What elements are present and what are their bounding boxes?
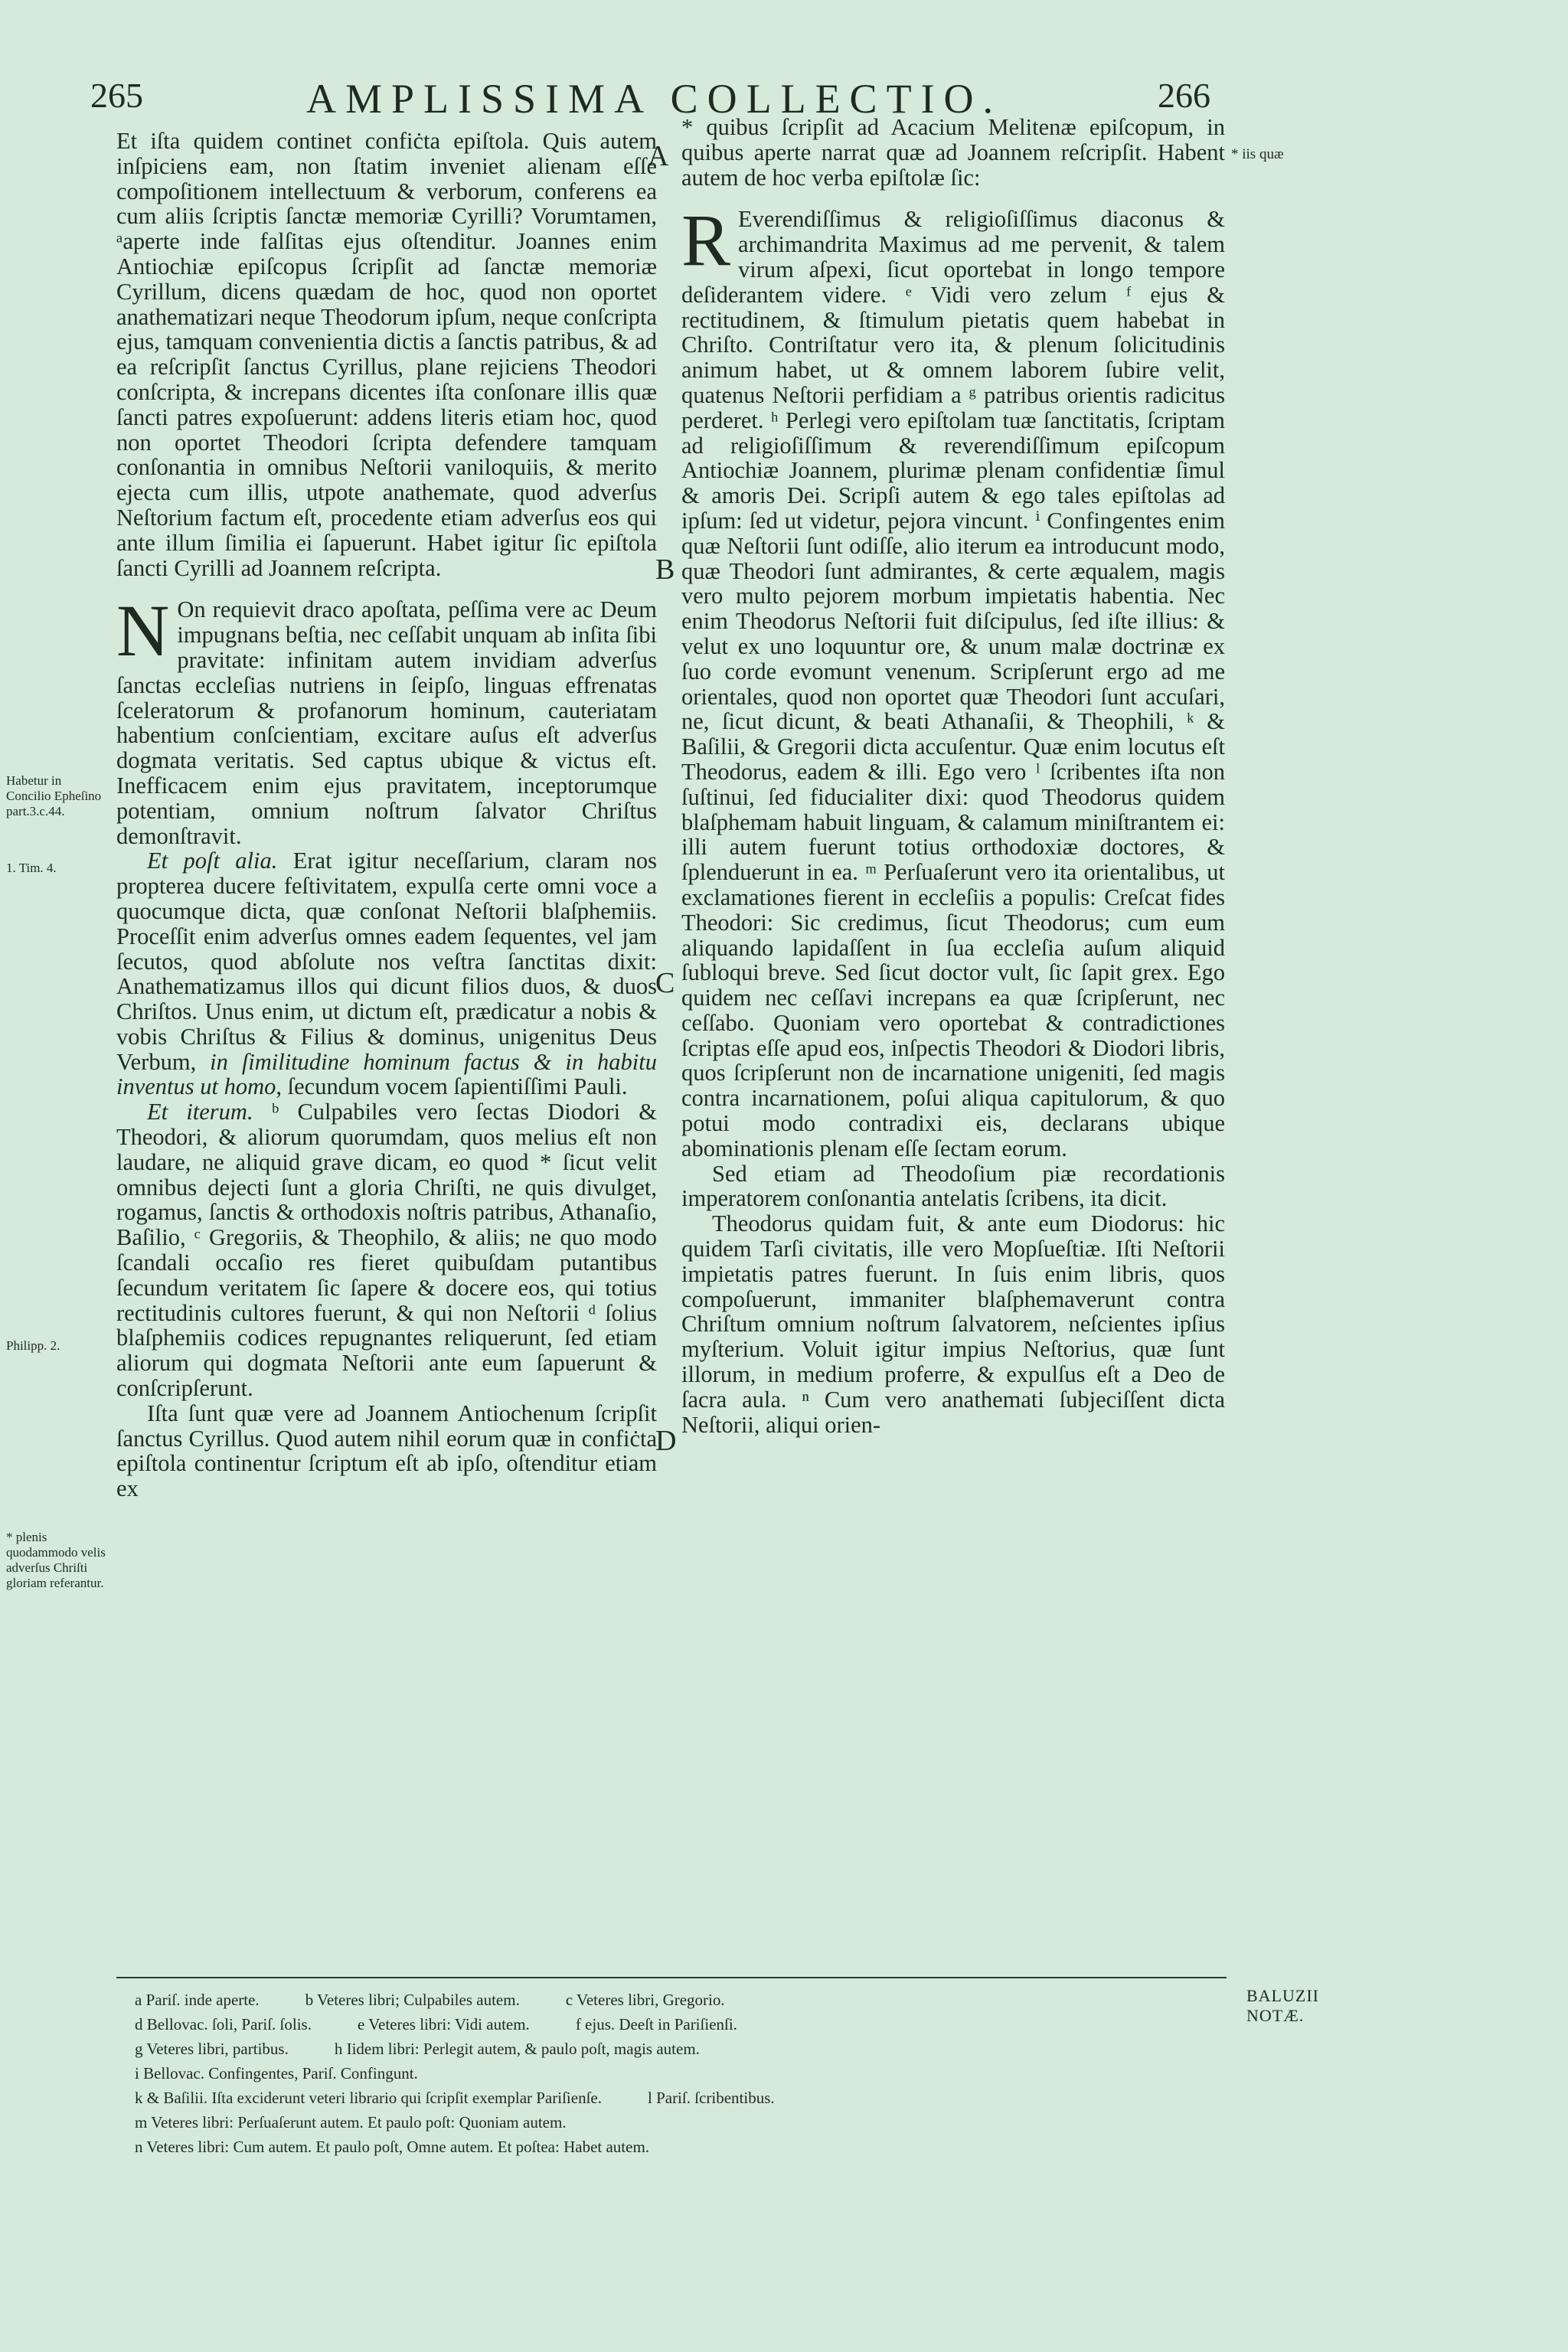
- left-paragraph-4: [116, 1099, 657, 1401]
- baluzii-line-1: BALUZII: [1246, 1986, 1319, 2005]
- left-paragraph-5: Iſta ſunt quæ vere ad Joannem Antiochenum ſcripſit ſanctus Cyrillus. Quod autem nihil eorum quæ in confiċta epiſtola continentur ſcriptum eſt ab ipſo, oſtenditur etiam ex: [116, 1400, 657, 1502]
- sidenote-philippians: Philipp. 2.: [6, 1338, 60, 1353]
- footnote-row: [135, 2110, 1222, 2135]
- section-letter-d: D: [655, 1425, 677, 1457]
- footnote-row: [135, 2086, 1222, 2110]
- footnote-m: m Veteres libri: Perſuaſerunt autem. Et paulo poſt: Quoniam autem.: [135, 2113, 567, 2132]
- dropcap-n: N: [116, 590, 170, 672]
- footnote-h: h Iidem libri: Perlegit autem, & paulo poſt, magis autem.: [334, 2040, 700, 2058]
- sidenote-iis-quae: * iis quæ: [1231, 146, 1284, 162]
- left-paragraph-4-text: ᵇ Culpabiles vero ſectas Diodori & Theodori, & aliorum quorumdam, quos melius eſt non laudare, ne aliquid grave dicam, eo quod * ſicut velit omnibus dejecti ſunt a gloria Chriſti, ne quis divulget, rogamus, ſanctis & orthodoxis noſtris patribus, Athanaſio, Baſilio, ᶜ Gregoriis, & Theophilo, & aliis; ne quo modo ſcandali occaſio res fieret quibuſdam putantibus ſecundum veritatem ſic ſapere & docere eos, qui totius rectitudinis cultores fuerunt, & qui non Neſtorii ᵈ ſolius blaſphemiis codices repugnantes reliquerunt, ſed etiam aliorum qui dogmata Neſtorii ante eum ſapuerunt & conſcripſerunt.: [116, 1099, 657, 1402]
- page-number-left: 265: [90, 76, 143, 115]
- footnote-rule: [116, 1977, 1227, 1978]
- footnote-c: c Veteres libri, Gregorio.: [565, 1991, 725, 2009]
- dropcap-r: R: [681, 199, 731, 282]
- footnote-e: e Veteres libri: Vidi autem.: [357, 2015, 530, 2034]
- left-paragraph-3-italic: Et poſt alia.: [147, 848, 278, 874]
- section-letter-b: B: [655, 554, 675, 586]
- footnote-f: f ejus. Deeſt in Pariſienſi.: [575, 2015, 737, 2034]
- left-paragraph-3: [116, 848, 657, 1099]
- footnote-a: a Pariſ. inde aperte.: [135, 1991, 260, 2009]
- baluzii-notae-label: [1246, 1986, 1319, 2026]
- footnote-n: n Veteres libri: Cum autem. Et paulo poſt, Omne autem. Et poſtea: Habet autem.: [135, 2138, 650, 2156]
- right-paragraph-4: Theodorus quidam fuit, & ante eum Diodorus: hic quidem Tarſi civitatis, ille vero Mopſueſtiæ. Iſti Neſtorii impietatis patres fuerunt. In ſuis enim libris, quos compoſuerunt, immaniter blaſphemaverunt contra Chriſtum omnium noſtrum ſalvatorem, neſcientes ipſius myſterium. Voluit igitur impius Neſtorius, quæ ſunt illorum, in medium proferre, & expulſus eſt a Deo de ſacra aula. ⁿ Cum vero anathemati ſubjeciſſent dicta Neſtorii, aliqui orien-: [681, 1210, 1225, 1438]
- footnote-k: k & Baſilii. Iſta exciderunt veteri librario qui ſcripſit exemplar Pariſienſe.: [135, 2089, 602, 2107]
- sidenote-plenis: * plenis quodammodo velis adverſus Chriſti gloriam referantur.: [6, 1530, 106, 1590]
- footnote-row: [135, 2037, 1222, 2061]
- right-paragraph-2-text: Everendiſſimus & religioſiſſimus diaconus & archimandrita Maximus ad me pervenit, & talem virum aſpexi, ſicut oportebat in longo tempore deſiderantem videre. ᵉ Vidi vero zelum ᶠ ejus & rectitudinem, & ſtimulum pietatis quem habebat in Chriſto. Contriſtatur vero ita, & plenum ſolicitudinis animum habet, ut & omnem laborem ſubire velit, quatenus Neſtorii perfidiam a ᵍ patribus orientis radicitus perderet. ʰ Perlegi vero epiſtolam tuæ ſanctitatis, ſcriptam ad religioſiſſimum & reverendiſſimum epiſcopum Antiochiæ Joannem, plurimæ plenam confidentiæ ſimul & amoris Dei. Scripſi autem & ego tales epiſtolas ad ipſum: ſed ut videtur, pejora vincunt. ⁱ Confingentes enim quæ Neſtorii ſunt odiſſe, alio iterum ea introducunt modo, quæ Theodori ſunt admirantes, & certe æqualem, magis vero multo pejorem morbum impietatis habentia. Nec enim Theodorus Neſtorii fuit diſcipulus, ſed iſte illius: & velut ex uno loquuntur ore, & unum malæ doctrinæ ex ſuo corde evomunt venenum. Scripſerunt ergo ad me orientales, quod non oportet quæ Theodori ſunt accuſari, ne, ſicut dicunt, & beati Athanaſii, & Theophili, ᵏ & Baſilii, & Gregorii dicta accuſentur. Quæ enim locutus eſt Theodorus, eadem & illi. Ego vero ˡ ſcribentes iſta non ſuſtinui, ſed fiducialiter dixi: quod Theodorus quidem blaſphemam habuit linguam, & calamum miniſtrantem ei: illi autem fuerunt totius orthodoxiæ doctores, & ſplenduerunt in ea. ᵐ Perſuaſerunt vero ita orientalibus, ut exclamationes fierent in eccleſiis a populis: Creſcat fides Theodori: Sic credimus, ſicut Theodorus; cum eum aliquando lapidaſſent in ſua eccleſia auſum aliquid ſubloqui breve. Sed ſicut doctor vult, ſic ſapit grex. Ego quidem nec ceſſavi increpans ea quæ ſcripſerunt, nec ceſſabo. Quoniam vero oportebat & contradictiones ſcriptas eſſe apud eos, inſpectis Theodori & Diodori libris, quos ſcripſerunt non de incarnatione unigeniti, ſed magis contra incarnationem, poſui aliqua capitulorum, & quo potui modo contradixi eis, declarans ubique abominationis plenam eſſe ſectam eorum.: [681, 206, 1225, 1161]
- footnote-row: [135, 1988, 1222, 2012]
- left-paragraph-1: Et iſta quidem continet confiċta epiſtola. Quis autem inſpiciens eam, non ſtatim inveniet alienam eſſe compoſitionem intellectuum & verborum, conferens ea cum aliis ſcriptis ſanctæ memoriæ Cyrilli? Vorumtamen, ᵃaperte inde falſitas ejus oſtenditur. Joannes enim Antiochiæ epiſcopus ſcripſit ad ſanctæ memoriæ Cyrillum, dicens quædam de hoc, quod non oportet anathematizari neque Theodorum ipſum, neque conſcripta ejus, tamquam convenientia dictis a ſanctis patribus, & ad ea reſcripſit ſanctus Cyrillus, plane rejiciens Theodori conſcripta, & increpans dicentes iſta conſonare illis quæ ſancti patres expoſuerunt: addens literis etiam hoc, quod non oportet Theodori ſcripta defendere tamquam conſonantia in omnibus Neſtorii vaniloquiis, & merito ejecta cum illis, utpote anathemate, quod adverſus Neſtorium factum eſt, procedente etiam adverſus eos qui ante illum ſimilia ei ſapuerunt. Habet igitur ſic epiſtola ſancti Cyrilli ad Joannem reſcripta.: [116, 129, 657, 581]
- left-paragraph-2-text: On requievit draco apoſtata, peſſima vere ac Deum impugnans beſtia, nec ceſſabit unquam ab inſita ſibi pravitate: infinitam autem invidiam adverſus ſanctas eccleſias nutriens in ſeipſo, linguas effrenatas ſceleratorum & profanorum hominum, cauteriatam habentium conſcientiam, excitare auſus eſt adverſus dogmata veritatis. Sed captus ubique & victus eſt. Inefficacem enim ejus pravitatem, inceptorumque potentiam, omnium noſtrum ſalvator Chriſtus demonſtravit.: [116, 596, 657, 849]
- footnote-row: [135, 2061, 1222, 2086]
- footnote-row: [135, 2012, 1222, 2037]
- left-paragraph-2: [116, 590, 657, 849]
- footnote-g: g Veteres libri, partibus.: [135, 2040, 289, 2058]
- footnote-row: [135, 2135, 1222, 2159]
- section-letter-a: A: [648, 140, 669, 172]
- footnote-b: b Veteres libri; Culpabiles autem.: [305, 1991, 520, 2009]
- right-column: [681, 115, 1225, 1960]
- left-paragraph-3-quote: in ſimilitudine hominum factus & in habitu inventus ut homo: [116, 1048, 657, 1100]
- right-paragraph-3: Sed etiam ad Theodoſium piæ recordationis imperatorem conſonantia antelatis ſcribens, ita dicit.: [681, 1160, 1225, 1212]
- footnote-l: l Pariſ. ſcribentibus.: [647, 2089, 775, 2107]
- right-paragraph-1: * quibus ſcripſit ad Acacium Melitenæ epiſcopum, in quibus aperte narrat quæ ad Joannem reſcripſit. Habent autem de hoc verba epiſtolæ ſic:: [681, 115, 1225, 191]
- baluzii-line-2: NOTÆ.: [1246, 2006, 1305, 2025]
- footnote-d: d Bellovac. ſoli, Pariſ. ſolis.: [135, 2015, 312, 2034]
- section-letter-c: C: [655, 967, 675, 999]
- sidenote-concilio: Habetur in Concilio Epheſino part.3.c.44.: [6, 773, 102, 818]
- left-column: [116, 129, 657, 1928]
- right-paragraph-2: [681, 199, 1225, 1161]
- left-paragraph-4-italic: Et iterum.: [147, 1099, 253, 1125]
- running-title: AMPLISSIMA COLLECTIO.: [306, 76, 1003, 122]
- left-paragraph-3-text: Erat igitur neceſſarium, claram nos propterea ducere feſtivitatem, expulſa certe omni voce a quocumque dicta, quæ conſonat Neſtorii blaſphemiis. Proceſſit enim adverſus omnes eadem ſequentes, vel jam ſecutos, quod abſolute nos veſtra ſanctitas dixit: Anathematizamus illos qui dicunt filios duos, & duos Chriſtos. Unus enim, ut dictum eſt, prædicatur a nobis & vobis Chriſtus & Filius & dominus, unigenitus Deus Verbum,: [116, 848, 657, 1075]
- sidenote-timothy: 1. Tim. 4.: [6, 861, 57, 875]
- page-number-right: 266: [1158, 76, 1210, 115]
- footnotes: [135, 1988, 1222, 2159]
- footnote-i: i Bellovac. Confingentes, Pariſ. Confingunt.: [135, 2064, 418, 2082]
- left-paragraph-3-end: , ſecundum vocem ſapientiſſimi Pauli.: [276, 1073, 628, 1100]
